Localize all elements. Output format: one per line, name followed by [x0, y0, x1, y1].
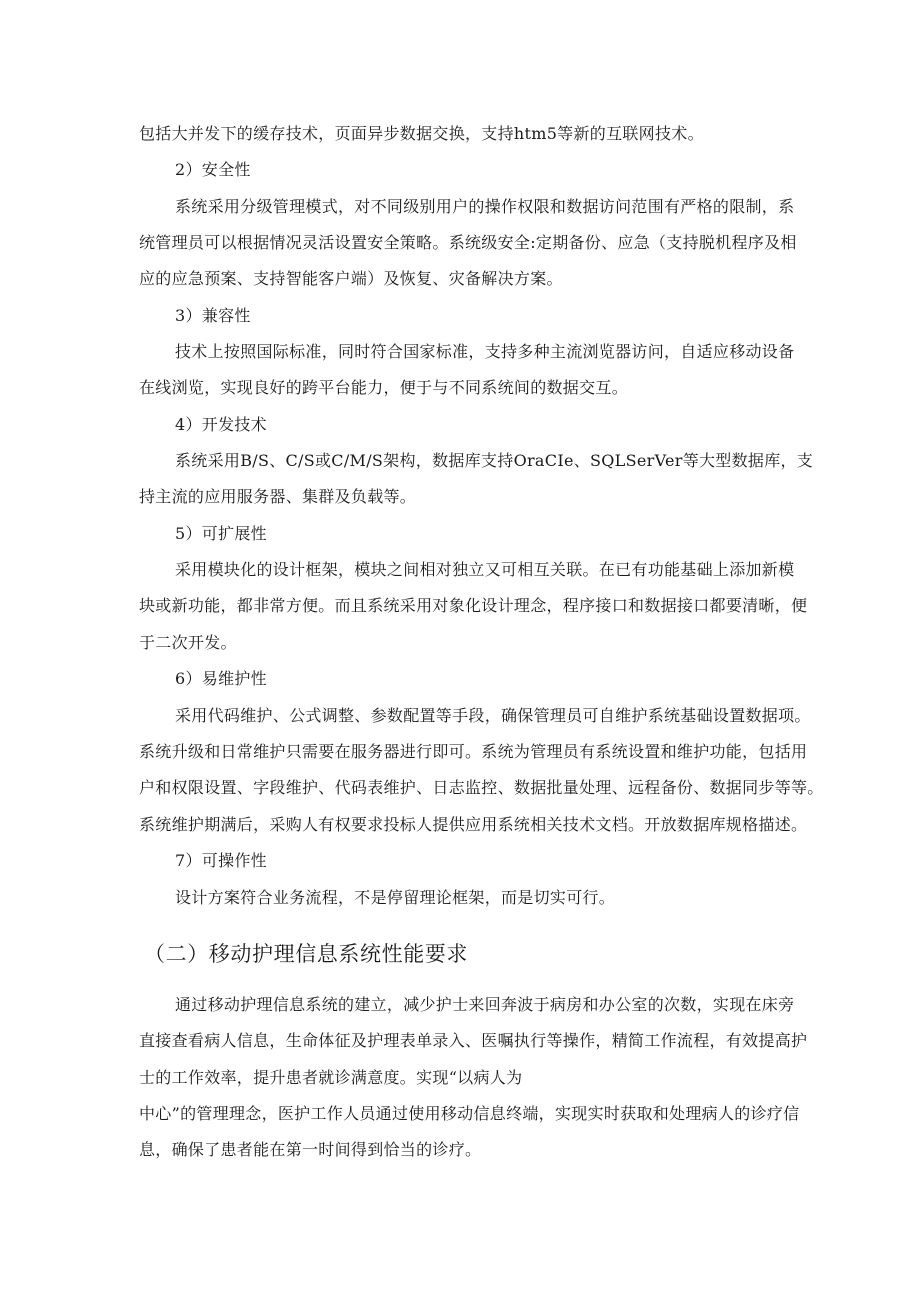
paragraph-line: 系统维护期满后，采购人有权要求投标人提供应用系统相关技术文档。开放数据库规格描述。 — [139, 815, 808, 834]
item-heading: 5）可扩展性 — [175, 524, 267, 543]
paragraph-line: 技术上按照国际标准，同时符合国家标准，支持多种主流浏览器访问，自适应移动设备 — [175, 342, 795, 361]
paragraph-line: 块或新功能，都非常方便。而且系统采用对象化设计理念，程序接口和数据接口都要清晰，便 — [139, 596, 808, 615]
paragraph-line: 采用模块化的设计框架，模块之间相对独立又可相互关联。在已有功能基础上添加新模 — [175, 560, 795, 579]
paragraph-line: 通过移动护理信息系统的建立，减少护士来回奔波于病房和办公室的次数，实现在床旁 — [175, 995, 795, 1014]
item-heading: 4）开发技术 — [175, 415, 267, 434]
paragraph-line: 系统升级和日常维护只需要在服务器进行即可。系统为管理员有系统设置和维护功能，包括用 — [139, 742, 808, 761]
paragraph-line: 系统采用分级管理模式，对不同级别用户的操作权限和数据访问范围有严格的限制，系 — [175, 197, 795, 216]
paragraph-line: 包括大并发下的缓存技术，页面异步数据交换，支持htm5等新的互联网技术。 — [139, 124, 704, 143]
paragraph-line: 统管理员可以根据情况灵活设置安全策略。系统级安全:定期备份、应急（支持脱机程序及相 — [139, 233, 797, 252]
item-heading: 2）安全性 — [175, 160, 251, 179]
item-heading: 7）可操作性 — [175, 851, 267, 870]
paragraph-line: 中心”的管理理念，医护工作人员通过使用移动信息终端，实现实时获取和处理病人的诊疗信 — [139, 1104, 800, 1123]
paragraph-line: 直接查看病人信息，生命体征及护理表单录入、医嘱执行等操作，精简工作流程，有效提高护 — [139, 1031, 808, 1050]
item-heading: 6）易维护性 — [175, 669, 267, 688]
paragraph-line: 设计方案符合业务流程，不是停留理论框架，而是切实可行。 — [175, 888, 616, 907]
paragraph-line: 户和权限设置、字段维护、代码表维护、日志监控、数据批量处理、远程备份、数据同步等等。 — [139, 778, 824, 797]
paragraph-line: 应的应急预案、支持智能客户端）及恢复、灾备解决方案。 — [139, 269, 563, 288]
item-heading: 3）兼容性 — [175, 306, 251, 325]
paragraph-line: 系统采用B/S、C/S或C/M/S架构，数据库支持OraCIe、SQLSerVer等大型数据库，支 — [175, 451, 814, 470]
paragraph-line: 息，确保了患者能在第一时间得到恰当的诊疗。 — [139, 1140, 482, 1159]
paragraph-line: 士的工作效率，提升患者就诊满意度。实现“以病人为 — [139, 1068, 523, 1087]
paragraph-line: 持主流的应用服务器、集群及负载等。 — [139, 487, 417, 506]
section-heading: （二）移动护理信息系统性能要求 — [144, 942, 468, 966]
paragraph-line: 采用代码维护、公式调整、参数配置等手段，确保管理员可自维护系统基础设置数据项。 — [175, 706, 811, 725]
paragraph-line: 在线浏览，实现良好的跨平台能力，便于与不同系统间的数据交互。 — [139, 378, 629, 397]
paragraph-line: 于二次开发。 — [139, 633, 237, 652]
